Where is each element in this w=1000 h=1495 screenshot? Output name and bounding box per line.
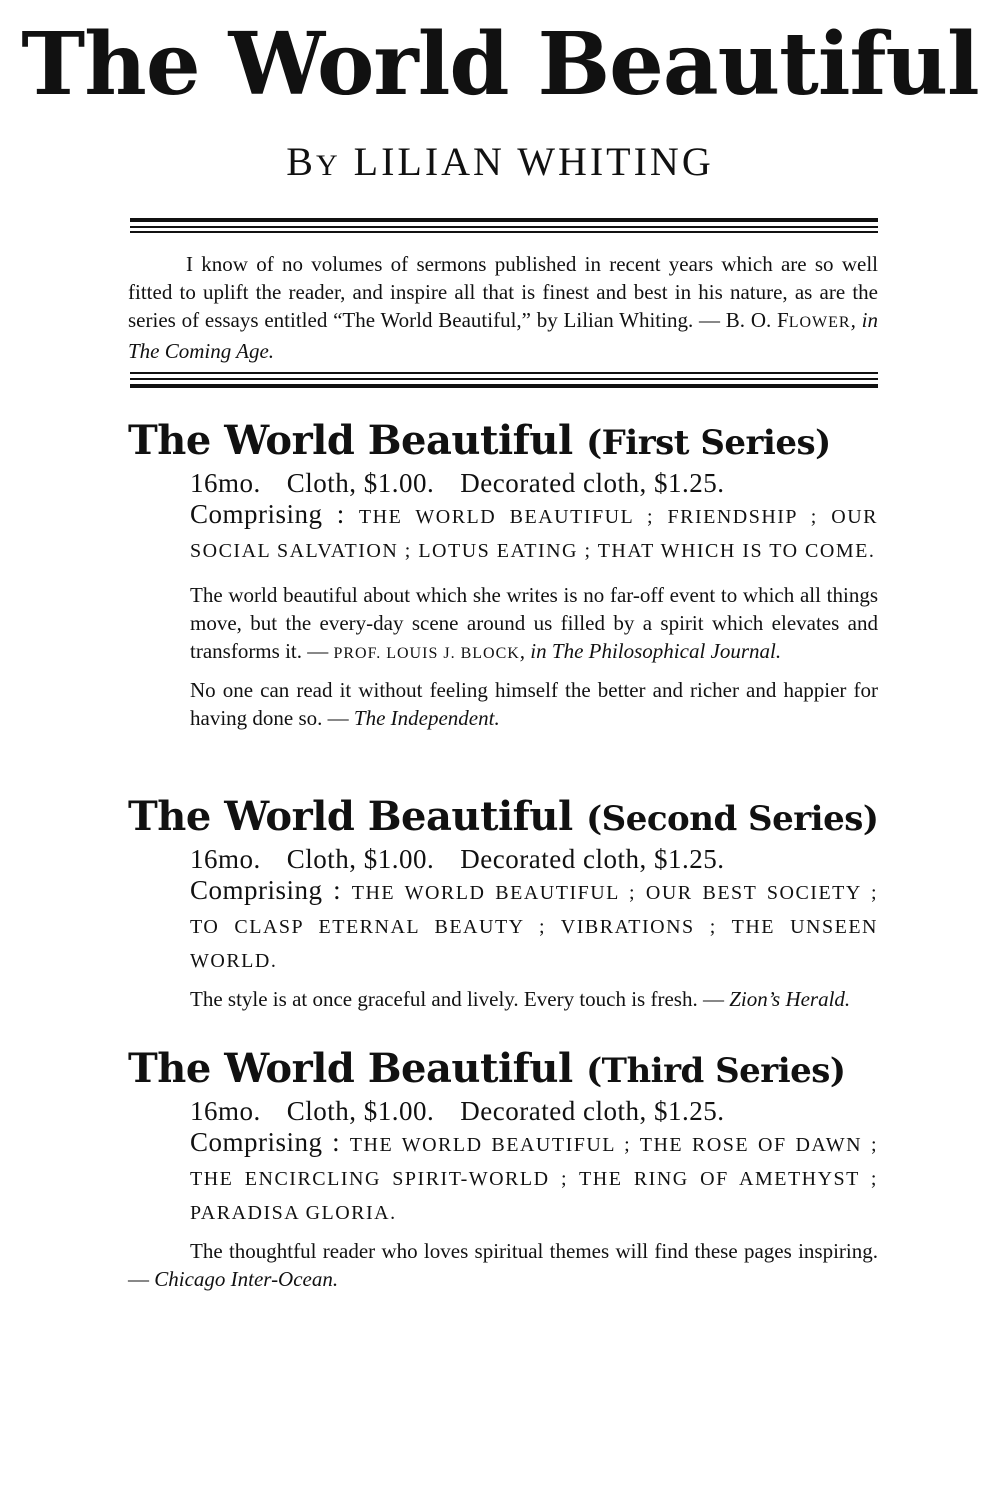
review-source: The Philosophical Journal. bbox=[551, 639, 782, 663]
series-price bbox=[190, 1096, 878, 1127]
series-second bbox=[128, 794, 878, 1013]
endorsement-text: I know of no volumes of sermons published in recent years which are so well fitted to uplift the reader, and inspire all that is finest and best in his nature, as are the series of essays entitled “The World Beautiful,” by Lilian Whiting. — bbox=[128, 252, 878, 332]
review-source: Zion’s Herald. bbox=[729, 987, 851, 1011]
byline-prefix-y: Y bbox=[315, 149, 341, 182]
decorated-price: Decorated cloth, $1.25. bbox=[460, 468, 725, 498]
format: 16mo. bbox=[190, 1096, 261, 1126]
series-title bbox=[128, 794, 878, 842]
review-text: The thoughtful reader who loves spiritual themes will find these pages inspiring. — bbox=[128, 1239, 878, 1291]
cloth-price: Cloth, $1.00. bbox=[286, 844, 435, 874]
comprising-list: THE WORLD BEAUTIFUL ; OUR BEST SOCIETY ; TO CLASP ETERNAL BEAUTY ; VIBRATIONS ; THE UNSEEN WORLD. bbox=[190, 882, 878, 972]
review-source: The Independent. bbox=[353, 706, 500, 730]
series-contents bbox=[190, 1127, 878, 1229]
series-title-main: The World Beautiful bbox=[128, 793, 573, 840]
endorsement-in: , in bbox=[850, 308, 878, 332]
series-first bbox=[128, 418, 878, 732]
bottom-rule bbox=[130, 372, 878, 388]
endorsement-source: The Coming Age. bbox=[128, 339, 275, 363]
review-text: No one can read it without feeling himself the better and richer and happier for having done so. — bbox=[190, 678, 878, 730]
decorated-price: Decorated cloth, $1.25. bbox=[460, 1096, 725, 1126]
review-source: Chicago Inter-Ocean. bbox=[154, 1267, 339, 1291]
series-title-main: The World Beautiful bbox=[128, 417, 573, 464]
review bbox=[190, 581, 878, 668]
review bbox=[190, 676, 878, 732]
series-title bbox=[128, 418, 878, 466]
decorated-price: Decorated cloth, $1.25. bbox=[460, 844, 725, 874]
series-subtitle: (Second Series) bbox=[586, 799, 879, 839]
review-author: PROF. LOUIS J. BLOCK bbox=[333, 645, 520, 662]
format: 16mo. bbox=[190, 468, 261, 498]
series-price bbox=[190, 844, 878, 875]
cloth-price: Cloth, $1.00. bbox=[286, 468, 435, 498]
review bbox=[128, 985, 878, 1013]
comprising-list: THE WORLD BEAUTIFUL ; FRIENDSHIP ; OUR SOCIAL SALVATION ; LOTUS EATING ; THAT WHICH IS TO COME. bbox=[190, 506, 878, 562]
comprising-label: Comprising : bbox=[190, 875, 342, 905]
comprising-label: Comprising : bbox=[190, 1127, 341, 1157]
top-rule bbox=[130, 218, 878, 233]
series-title bbox=[128, 1046, 878, 1094]
comprising-list: THE WORLD BEAUTIFUL ; THE ROSE OF DAWN ; THE ENCIRCLING SPIRIT-WORLD ; THE RING OF AMETHYST ; PARADISA GLORIA. bbox=[190, 1134, 879, 1224]
review-in: , in bbox=[519, 639, 552, 663]
review-text: The world beautiful about which she writes is no far-off event to which all things move, but the every-day scene around us filled by a spirit which elevates and transforms it. — bbox=[190, 583, 878, 663]
byline-author: LILIAN WHITING bbox=[353, 139, 714, 184]
series-contents bbox=[190, 875, 878, 977]
series-price bbox=[190, 468, 878, 499]
comprising-label: Comprising : bbox=[190, 499, 345, 529]
series-subtitle: (First Series) bbox=[586, 423, 831, 463]
page-title: The World Beautiful bbox=[21, 14, 979, 115]
review-text: The style is at once graceful and lively. Every touch is fresh. — bbox=[190, 987, 730, 1011]
byline bbox=[0, 139, 1000, 184]
review bbox=[128, 1237, 878, 1293]
series-contents bbox=[190, 499, 878, 567]
cloth-price: Cloth, $1.00. bbox=[286, 1096, 435, 1126]
series-subtitle: (Third Series) bbox=[586, 1051, 846, 1091]
byline-prefix-b: B bbox=[286, 139, 316, 184]
series-title-main: The World Beautiful bbox=[128, 1045, 573, 1092]
format: 16mo. bbox=[190, 844, 261, 874]
endorsement-author-cap: B. O. F bbox=[725, 308, 789, 332]
series-third bbox=[128, 1046, 878, 1293]
endorsement-author-sc: LOWER bbox=[788, 314, 851, 331]
endorsement-quote bbox=[128, 250, 878, 365]
